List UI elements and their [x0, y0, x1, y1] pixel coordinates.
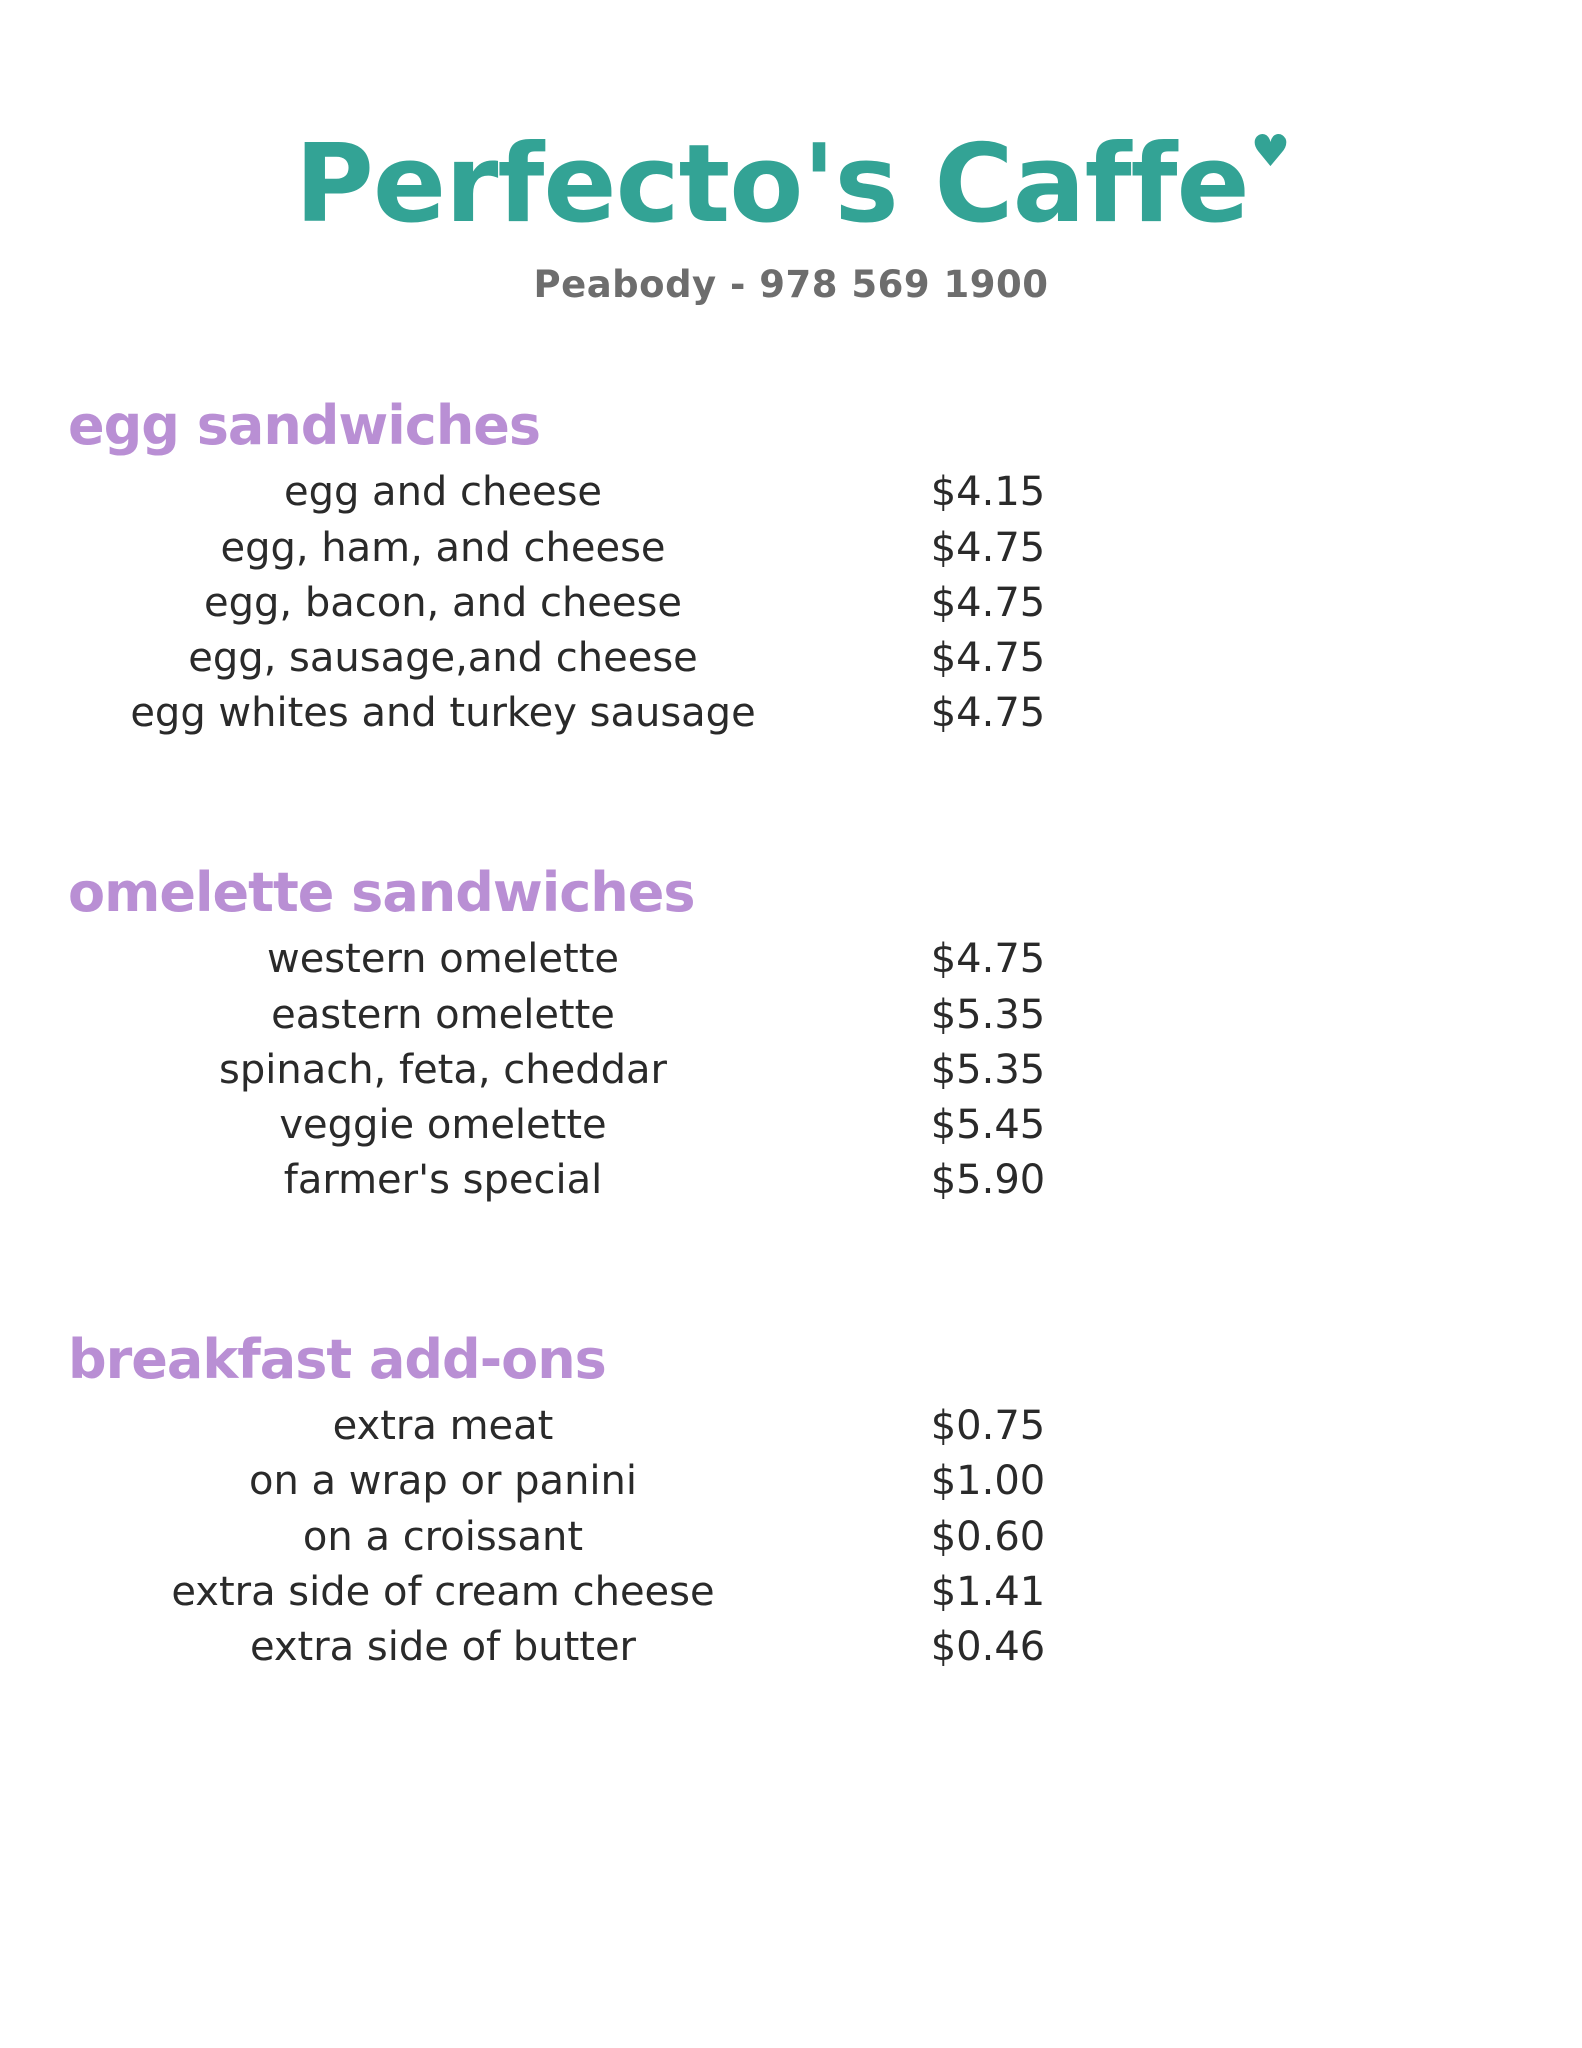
- menu-item-name: egg whites and turkey sausage: [130, 690, 756, 737]
- menu-item-price: $4.75: [930, 690, 1046, 737]
- menu-item-price: $5.90: [930, 1157, 1046, 1204]
- menu-item: [58, 521, 1524, 576]
- section-item-list: [58, 465, 1524, 741]
- menu-item-price: $4.75: [930, 936, 1046, 983]
- menu-item-name: spinach, feta, cheddar: [219, 1046, 667, 1093]
- menu-item-price: $4.15: [930, 469, 1046, 516]
- menu-item-name: egg and cheese: [283, 469, 603, 516]
- menu-header: [0, 0, 1582, 306]
- section-title: breakfast add-ons: [68, 1328, 606, 1392]
- section-title: egg sandwiches: [68, 394, 541, 458]
- menu-item: [58, 988, 1524, 1043]
- menu-item: [58, 1454, 1524, 1509]
- menu-item: [58, 1043, 1524, 1098]
- menu-item: [58, 686, 1524, 741]
- menu-section: [58, 861, 1524, 1208]
- section-item-list: [58, 1399, 1524, 1675]
- menu-sections: [0, 394, 1582, 1675]
- menu-item-price: $5.35: [930, 991, 1046, 1038]
- section-item-list: [58, 932, 1524, 1208]
- menu-item-price: $4.75: [930, 579, 1046, 626]
- menu-item: [58, 576, 1524, 631]
- restaurant-name: [294, 122, 1290, 247]
- menu-item: [58, 1399, 1524, 1454]
- menu-item: [58, 932, 1524, 987]
- menu-item-price: $0.60: [930, 1513, 1046, 1560]
- menu-item-price: $4.75: [930, 524, 1046, 571]
- menu-section: [58, 394, 1524, 741]
- menu-item-name: on a wrap or panini: [248, 1458, 637, 1505]
- menu-item: [58, 465, 1524, 520]
- menu-item-name: extra side of cream cheese: [171, 1568, 715, 1615]
- menu-item-name: on a croissant: [302, 1513, 584, 1560]
- menu-item: [58, 1620, 1524, 1675]
- heart-icon: ♥: [1250, 126, 1290, 177]
- section-spacer: [58, 801, 1524, 861]
- menu-item: [58, 631, 1524, 686]
- menu-item-price: $0.75: [930, 1403, 1046, 1450]
- menu-item-name: extra side of butter: [249, 1624, 637, 1671]
- menu-item-price: $1.41: [930, 1568, 1046, 1615]
- menu-item-price: $5.45: [930, 1101, 1046, 1148]
- menu-item-price: $5.35: [930, 1046, 1046, 1093]
- menu-section: [58, 1328, 1524, 1675]
- section-spacer: [58, 1268, 1524, 1328]
- location-phone: Peabody - 978 569 1900: [533, 263, 1049, 307]
- menu-item-name: eastern omelette: [271, 991, 615, 1038]
- section-title: omelette sandwiches: [68, 861, 695, 925]
- menu-item-price: $4.75: [930, 634, 1046, 681]
- menu-item-name: veggie omelette: [279, 1101, 607, 1148]
- menu-item-name: egg, ham, and cheese: [220, 524, 666, 571]
- menu-item-name: egg, bacon, and cheese: [204, 579, 682, 626]
- menu-item-name: egg, sausage,and cheese: [188, 634, 698, 681]
- menu-item-name: farmer's special: [283, 1157, 603, 1204]
- menu-item-name: extra meat: [332, 1403, 554, 1450]
- menu-item: [58, 1510, 1524, 1565]
- restaurant-name-text: Perfecto's Caffe: [294, 122, 1249, 247]
- menu-item-name: western omelette: [266, 936, 619, 983]
- menu-item: [58, 1098, 1524, 1153]
- menu-item: [58, 1565, 1524, 1620]
- menu-item: [58, 1153, 1524, 1208]
- menu-item-price: $1.00: [930, 1458, 1046, 1505]
- menu-item-price: $0.46: [930, 1624, 1046, 1671]
